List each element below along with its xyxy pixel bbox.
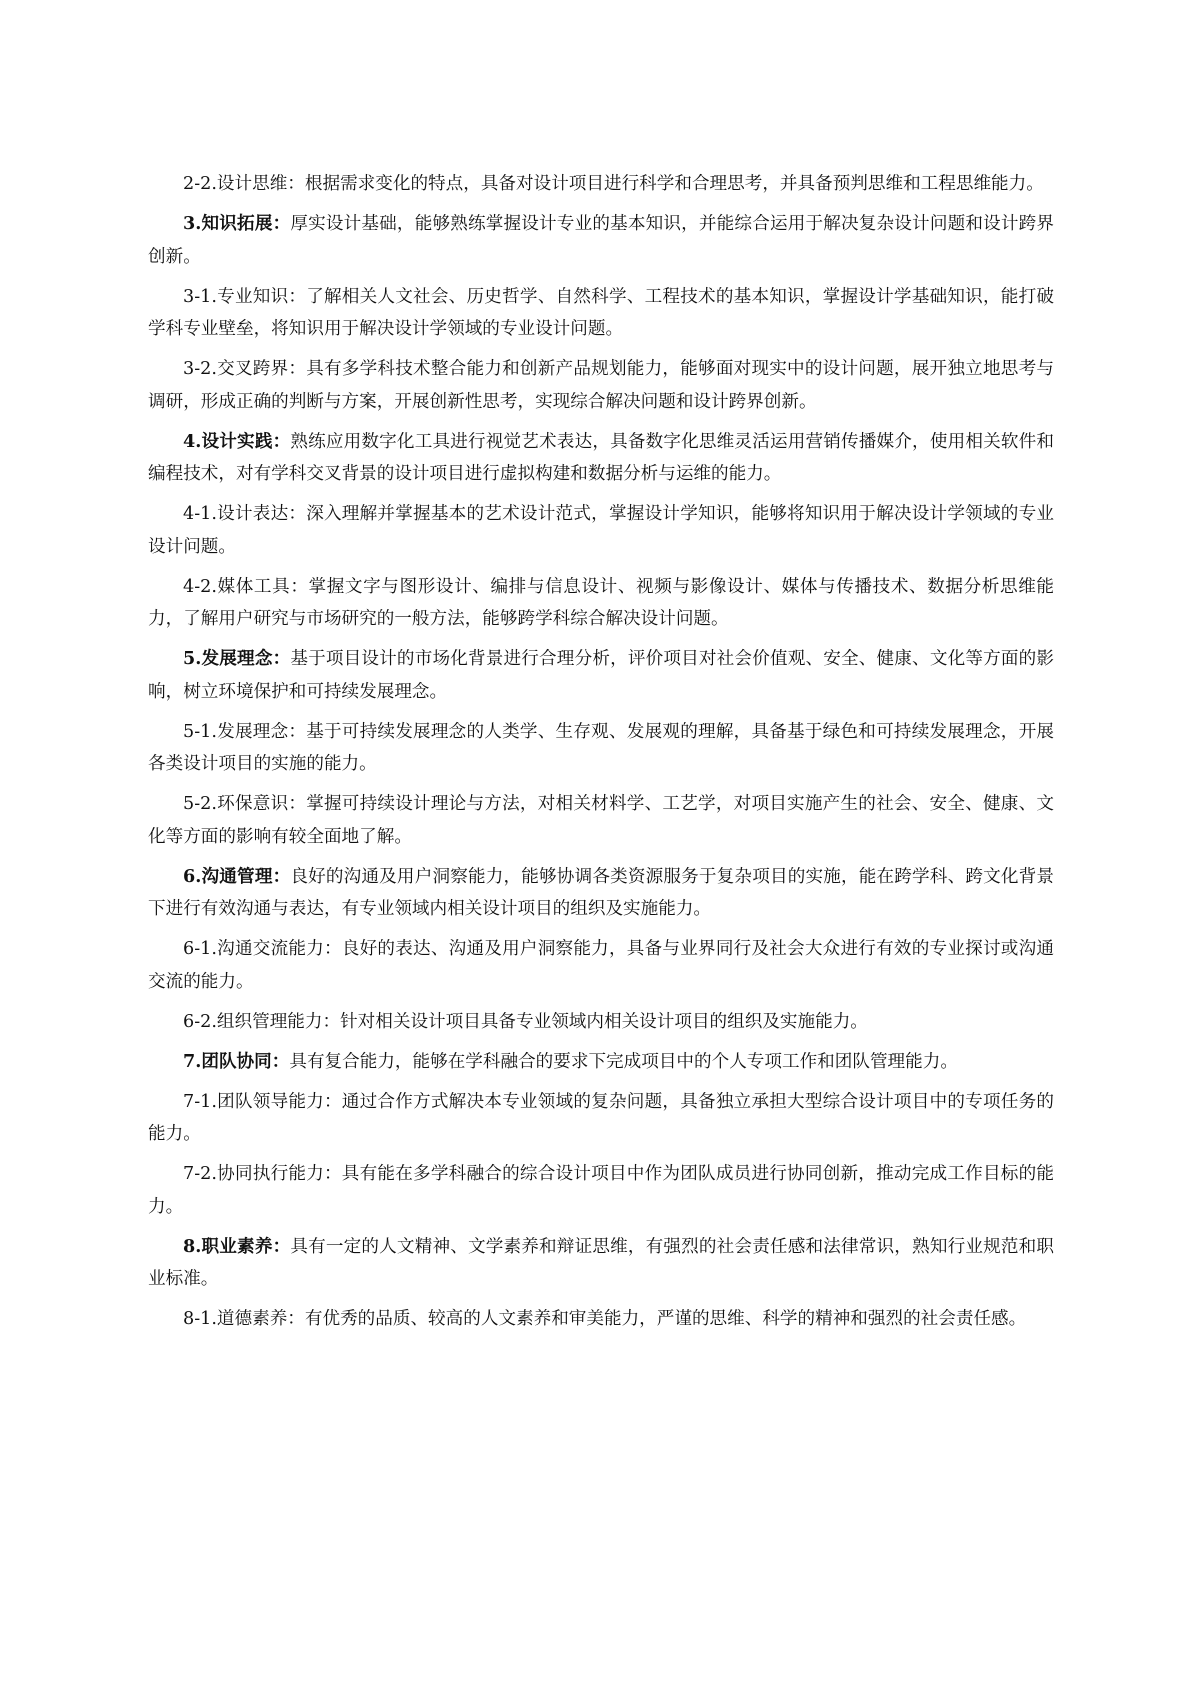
section-6-communication-management [148, 861, 1054, 926]
paragraph-4-2 [148, 571, 1054, 636]
paragraph-7-1 [148, 1086, 1054, 1151]
section-4-design-practice [148, 426, 1054, 491]
section-text: 厚实设计基础，能够熟练掌握设计专业的基本知识，并能综合运用于解决复杂设计问题和设计跨界创新。 [148, 214, 1054, 267]
paragraph-text: 6-2.组织管理能力：针对相关设计项目具备专业领域内相关设计项目的组织及实施能力。 [183, 1011, 868, 1032]
paragraph-text: 5-2.环保意识：掌握可持续设计理论与方法，对相关材料学、工艺学，对项目实施产生的社会、安全、健康、文化等方面的影响有较全面地了解。 [148, 794, 1054, 847]
paragraph-5-2 [148, 788, 1054, 853]
paragraph-text: 6-1.沟通交流能力：良好的表达、沟通及用户洞察能力，具备与业界同行及社会大众进行有效的专业探讨或沟通交流的能力。 [148, 939, 1054, 992]
section-3-knowledge-expansion [148, 208, 1054, 273]
section-7-team-collaboration [148, 1046, 1054, 1079]
paragraph-7-2 [148, 1158, 1054, 1223]
paragraph-text: 4-2.媒体工具：掌握文字与图形设计、编排与信息设计、视频与影像设计、媒体与传播技术、数据分析思维能力，了解用户研究与市场研究的一般方法，能够跨学科综合解决设计问题。 [148, 576, 1054, 629]
section-heading: 3.知识拓展： [183, 213, 291, 234]
section-heading: 8.职业素养： [183, 1235, 291, 1257]
paragraph-5-1 [148, 716, 1054, 781]
section-5-development-concept [148, 643, 1054, 708]
paragraph-text: 7-1.团队领导能力：通过合作方式解决本专业领域的复杂问题，具备独立承担大型综合设计项目中的专项任务的能力。 [148, 1091, 1054, 1144]
paragraph-text: 3-1.专业知识：了解相关人文社会、历史哲学、自然科学、工程技术的基本知识，掌握设计学基础知识，能打破学科专业壁垒，将知识用于解决设计学领域的专业设计问题。 [148, 286, 1054, 339]
paragraph-text: 2-2.设计思维：根据需求变化的特点，具备对设计项目进行科学和合理思考，并具备预判思维和工程思维能力。 [183, 174, 1044, 194]
paragraph-4-1 [148, 498, 1054, 563]
section-text: 熟练应用数字化工具进行视觉艺术表达，具备数字化思维灵活运用营销传播媒介，使用相关软件和编程技术，对有学科交叉背景的设计项目进行虚拟构建和数据分析与运维的能力。 [148, 431, 1054, 484]
paragraph-3-2 [148, 353, 1054, 418]
paragraph-2-2 [148, 168, 1054, 201]
paragraph-text: 5-1.发展理念：基于可持续发展理念的人类学、生存观、发展观的理解，具备基于绿色和可持续发展理念，开展各类设计项目的实施的能力。 [148, 721, 1054, 774]
paragraph-text: 4-1.设计表达：深入理解并掌握基本的艺术设计范式，掌握设计学知识，能够将知识用于解决设计学领域的专业设计问题。 [148, 504, 1054, 557]
paragraph-6-2 [148, 1006, 1054, 1039]
paragraph-6-1 [148, 933, 1054, 998]
section-text: 良好的沟通及用户洞察能力，能够协调各类资源服务于复杂项目的实施，能在跨学科、跨文化背景下进行有效沟通与表达，有专业领域内相关设计项目的组织及实施能力。 [148, 866, 1054, 919]
section-heading: 5.发展理念： [183, 648, 291, 669]
paragraph-text: 8-1.道德素养：有优秀的品质、较高的人文素养和审美能力，严谨的思维、科学的精神和强烈的社会责任感。 [183, 1309, 1027, 1329]
section-heading: 7.团队协同： [183, 1050, 290, 1072]
section-heading: 4.设计实践： [183, 430, 291, 452]
section-text: 基于项目设计的市场化背景进行合理分析，评价项目对社会价值观、安全、健康、文化等方面的影响，树立环境保护和可持续发展理念。 [148, 649, 1054, 702]
section-heading: 6.沟通管理： [183, 865, 291, 887]
paragraph-text: 7-2.协同执行能力：具有能在多学科融合的综合设计项目中作为团队成员进行协同创新，推动完成工作目标的能力。 [148, 1164, 1054, 1217]
section-text: 具有复合能力，能够在学科融合的要求下完成项目中的个人专项工作和团队管理能力。 [289, 1051, 958, 1072]
paragraph-text: 3-2.交叉跨界：具有多学科技术整合能力和创新产品规划能力，能够面对现实中的设计问题，展开独立地思考与调研，形成正确的判断与方案，开展创新性思考，实现综合解决问题和设计跨界创新。 [148, 359, 1054, 412]
paragraph-8-1 [148, 1303, 1054, 1336]
paragraph-3-1 [148, 281, 1054, 346]
section-text: 具有一定的人文精神、文学素养和辩证思维，有强烈的社会责任感和法律常识，熟知行业规范和职业标准。 [148, 1236, 1054, 1289]
document-body [148, 168, 1054, 1343]
section-8-professional-quality [148, 1231, 1054, 1296]
